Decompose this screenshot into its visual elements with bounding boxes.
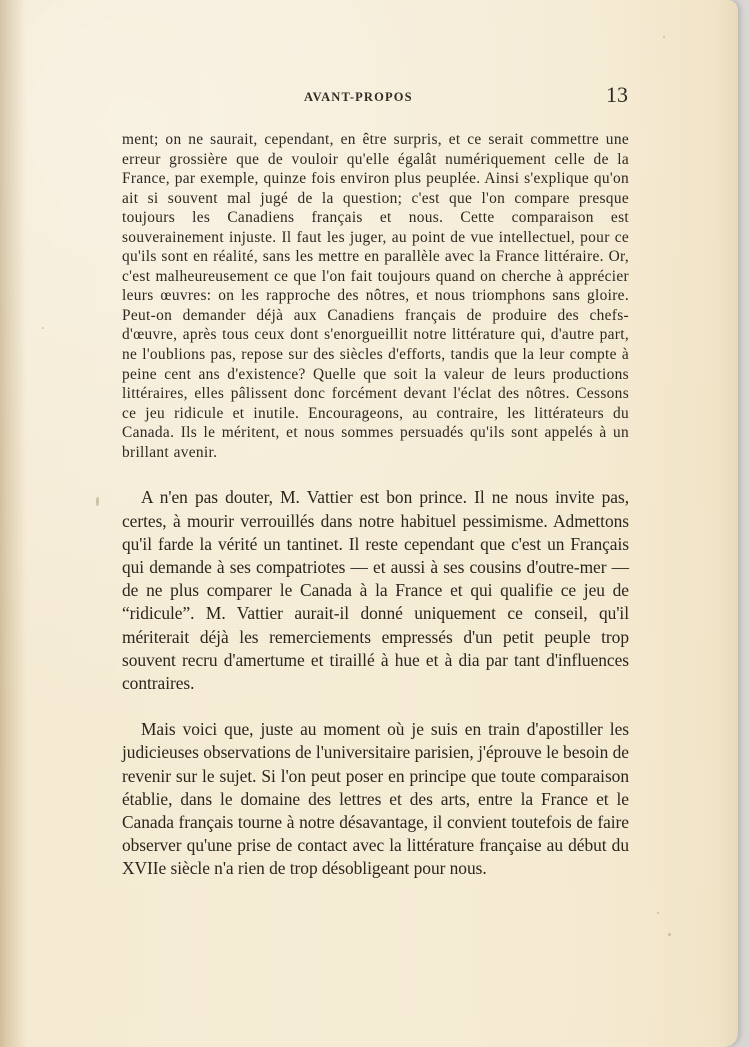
running-head (122, 82, 628, 112)
running-head-title: AVANT-PROPOS (304, 90, 413, 104)
paper-speck (657, 912, 659, 914)
page-gutter-shadow (0, 0, 26, 1047)
paper-speck (96, 497, 99, 506)
paragraph-3: Mais voici que, juste au moment où je suis en train d'apostiller les judicieuses observations de l'universitaire parisien, j'éprouve le besoin de revenir sur le sujet. Si l'on peut poser en principe que toute comparaison établie, dans le domaine des lettres et des arts, entre la France et le Canada français tourne à notre désavantage, il convient toutefois de faire observer qu'une prise de contact avec la littérature française au début du XVIIe siècle n'a rien de trop désobligeant pour nous. (122, 719, 629, 879)
paper-speck (668, 933, 671, 936)
paragraph-2: A n'en pas douter, M. Vattier est bon prince. Il ne nous invite pas, certes, à mourir verrouillés dans notre habituel pessimisme. Admettons qu'il farde la vérité un tantinet. Il reste cependant que c'est un Français qui demande à ses compatriotes — et aussi à ses cousins d'outre-mer — de ne plus comparer le Canada à la France et qui qualifie ce jeu de “ridicule”. M. Vattier aurait-il donné uniquement ce conseil, qu'il mériterait déjà les remerciements empressés d'un petit peuple trop souvent recru d'amertume et tiraillé à hue et à dia par tant d'influences contraires. (122, 487, 629, 693)
page-number: 13 (606, 82, 628, 107)
text-column (122, 130, 629, 881)
paper-speck (42, 327, 44, 329)
paragraph-1: ment; on ne saurait, cependant, en être surpris, et ce serait commettre une erreur grossière que de vouloir qu'elle égalât numériquement celle de la France, par exemple, quinze fois environ plus peuplée. Ainsi s'explique qu'on ait si souvent mal jugé de la question; c'est que l'on compare presque toujours les Canadiens français et nous. Cette comparaison est souverainement injuste. Il faut les juger, au point de vue intellectuel, pour ce qu'ils sont en réalité, sans les mettre en parallèle avec la France littéraire. Or, c'est malheureusement ce que l'on fait toujours quand on cherche à apprécier leurs œuvres: on les rapproche des nôtres, et nous triomphons sans gloire. Peut-on demander déjà aux Canadiens français de produire des chefs-d'œuvre, après tous ceux dont s'enorgueillit notre littérature qui, d'autre part, ne l'oublions pas, repose sur des siècles d'efforts, tandis que la leur compte à peine cent ans d'existence? Quelle que soit la valeur de leurs productions littéraires, elles pâlissent donc forcément devant l'éclat des nôtres. Cessons ce jeu ridicule et inutile. Encourageons, au contraire, les littérateurs du Canada. Ils le méritent, et nous sommes persuadés qu'ils sont appelés à un brillant avenir. (122, 131, 629, 461)
paper-speck (663, 36, 665, 38)
